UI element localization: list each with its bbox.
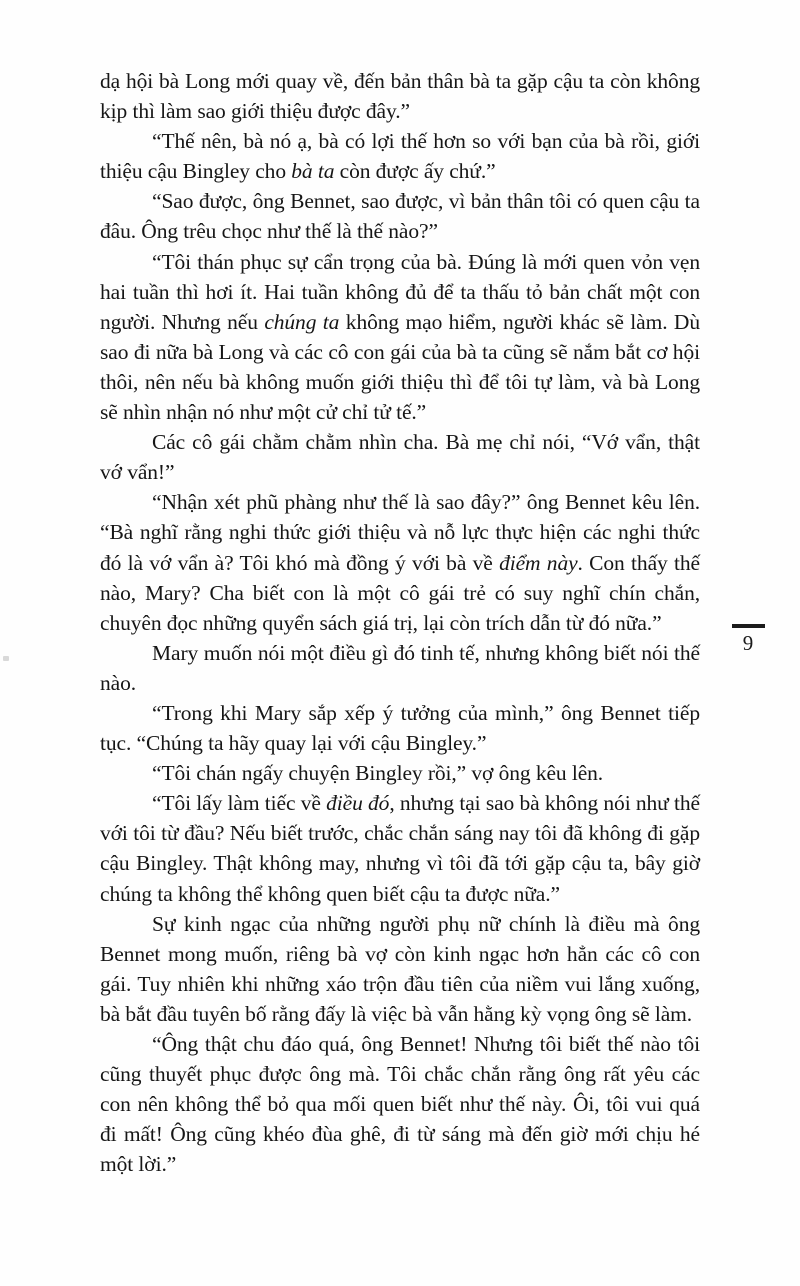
text-run: “Trong khi Mary sắp xếp ý tưởng của mình,” ông Bennet tiếp tục. “Chúng ta hãy quay lại với cậu Bingley.” — [100, 700, 700, 756]
text-run: “Thế nên, bà nó ạ, bà có lợi thế hơn so với bạn của bà rồi, giới thiệu cậu Bingley cho — [100, 129, 700, 184]
text-run: dạ hội bà Long mới quay về, đến bản thân bà ta gặp cậu ta còn không kịp thì làm sao giới thiệu được đây.” — [100, 69, 700, 124]
text-run: , nhưng tại sao bà không nói như thế với tôi từ đầu? Nếu biết trước, chắc chắn sáng nay tôi đã không đi gặp cậu Bingley. Thật không may, nhưng vì tôi đã tới gặp cậu ta, bây giờ chúng ta không thể không quen biết cậu ta được nữa.” — [100, 791, 700, 906]
text-run: “Ông thật chu đáo quá, ông Bennet! Nhưng tôi biết thế nào tôi cũng thuyết phục được ông mà. Tôi chắc chắn rằng ông rất yêu các con nên không thể bỏ qua mối quen biết như thế này. Ôi, tôi vui quá đi mất! Ông cũng khéo đùa ghê, đi từ sáng mà đến giờ mới chịu hé một lời.” — [100, 1032, 700, 1177]
text-run: “Nhận xét phũ phàng như thế là sao đây?” ông Bennet kêu lên. “Bà nghĩ rằng nghi thức giới thiệu và nỗ lực thực hiện các nghi thức đó là vớ vẩn à? Tôi khó mà đồng ý với bà về — [100, 490, 700, 575]
emphasized-text: bà ta — [291, 159, 335, 184]
paragraph — [100, 126, 700, 186]
paragraph — [100, 909, 700, 1029]
text-run: . Con thấy thế nào, Mary? Cha biết con là một cô gái trẻ có suy nghĩ chín chắn, chuyên đọc những quyển sách giá trị, lại còn trích dẫn từ đó nữa.” — [100, 550, 700, 635]
text-run: không mạo hiểm, người khác sẽ làm. Dù sao đi nữa bà Long và các cô con gái của bà ta cũng sẽ nắm bắt cơ hội thôi, nên nếu bà không muốn giới thiệu thì để tôi tự làm, và bà Long sẽ nhìn nhận nó như một cử chỉ tử tế.” — [100, 309, 700, 425]
text-run: còn được ấy chứ.” — [334, 159, 496, 184]
emphasized-text: điểm này — [499, 550, 578, 575]
emphasized-text: chúng ta — [264, 309, 340, 334]
page-number: 9 — [742, 631, 754, 655]
text-run: “Tôi thán phục sự cẩn trọng của bà. Đúng là mới quen vỏn vẹn hai tuần thì hơi ít. Hai tuần không đủ để ta thấu tỏ bản chất một con người. Nhưng nếu — [100, 249, 700, 334]
text-run: Sự kinh ngạc của những người phụ nữ chính là điều mà ông Bennet mong muốn, riêng bà vợ còn kinh ngạc hơn hẳn các cô con gái. Tuy nhiên khi những xáo trộn đầu tiên của niềm vui lắng xuống, bà bắt đầu tuyên bố rằng đấy là việc bà vẫn hằng kỳ vọng ông sẽ làm. — [100, 911, 700, 1026]
paragraph — [100, 487, 700, 637]
paragraph — [100, 427, 700, 487]
page-number-rule — [732, 624, 765, 628]
paragraph — [100, 758, 700, 788]
text-run: Mary muốn nói một điều gì đó tinh tế, nhưng không biết nói thế nào. — [100, 640, 700, 695]
scan-artifact-speck — [3, 656, 9, 661]
emphasized-text: điều đó — [326, 791, 390, 816]
body-text — [100, 66, 700, 1179]
page-number-marker — [729, 624, 767, 654]
paragraph — [100, 788, 700, 908]
paragraph — [100, 698, 700, 758]
paragraph — [100, 66, 700, 126]
paragraph — [100, 247, 700, 428]
text-run: “Sao được, ông Bennet, sao được, vì bản thân tôi có quen cậu ta đâu. Ông trêu chọc như thế là thế nào?” — [100, 189, 700, 244]
paragraph — [100, 1029, 700, 1179]
paragraph — [100, 638, 700, 698]
text-run: Các cô gái chằm chằm nhìn cha. Bà mẹ chỉ nói, “Vớ vẩn, thật vớ vẩn!” — [100, 430, 700, 485]
text-run: “Tôi chán ngấy chuyện Bingley rồi,” vợ ông kêu lên. — [152, 761, 604, 786]
paragraph — [100, 186, 700, 246]
text-run: “Tôi lấy làm tiếc về — [152, 791, 327, 816]
